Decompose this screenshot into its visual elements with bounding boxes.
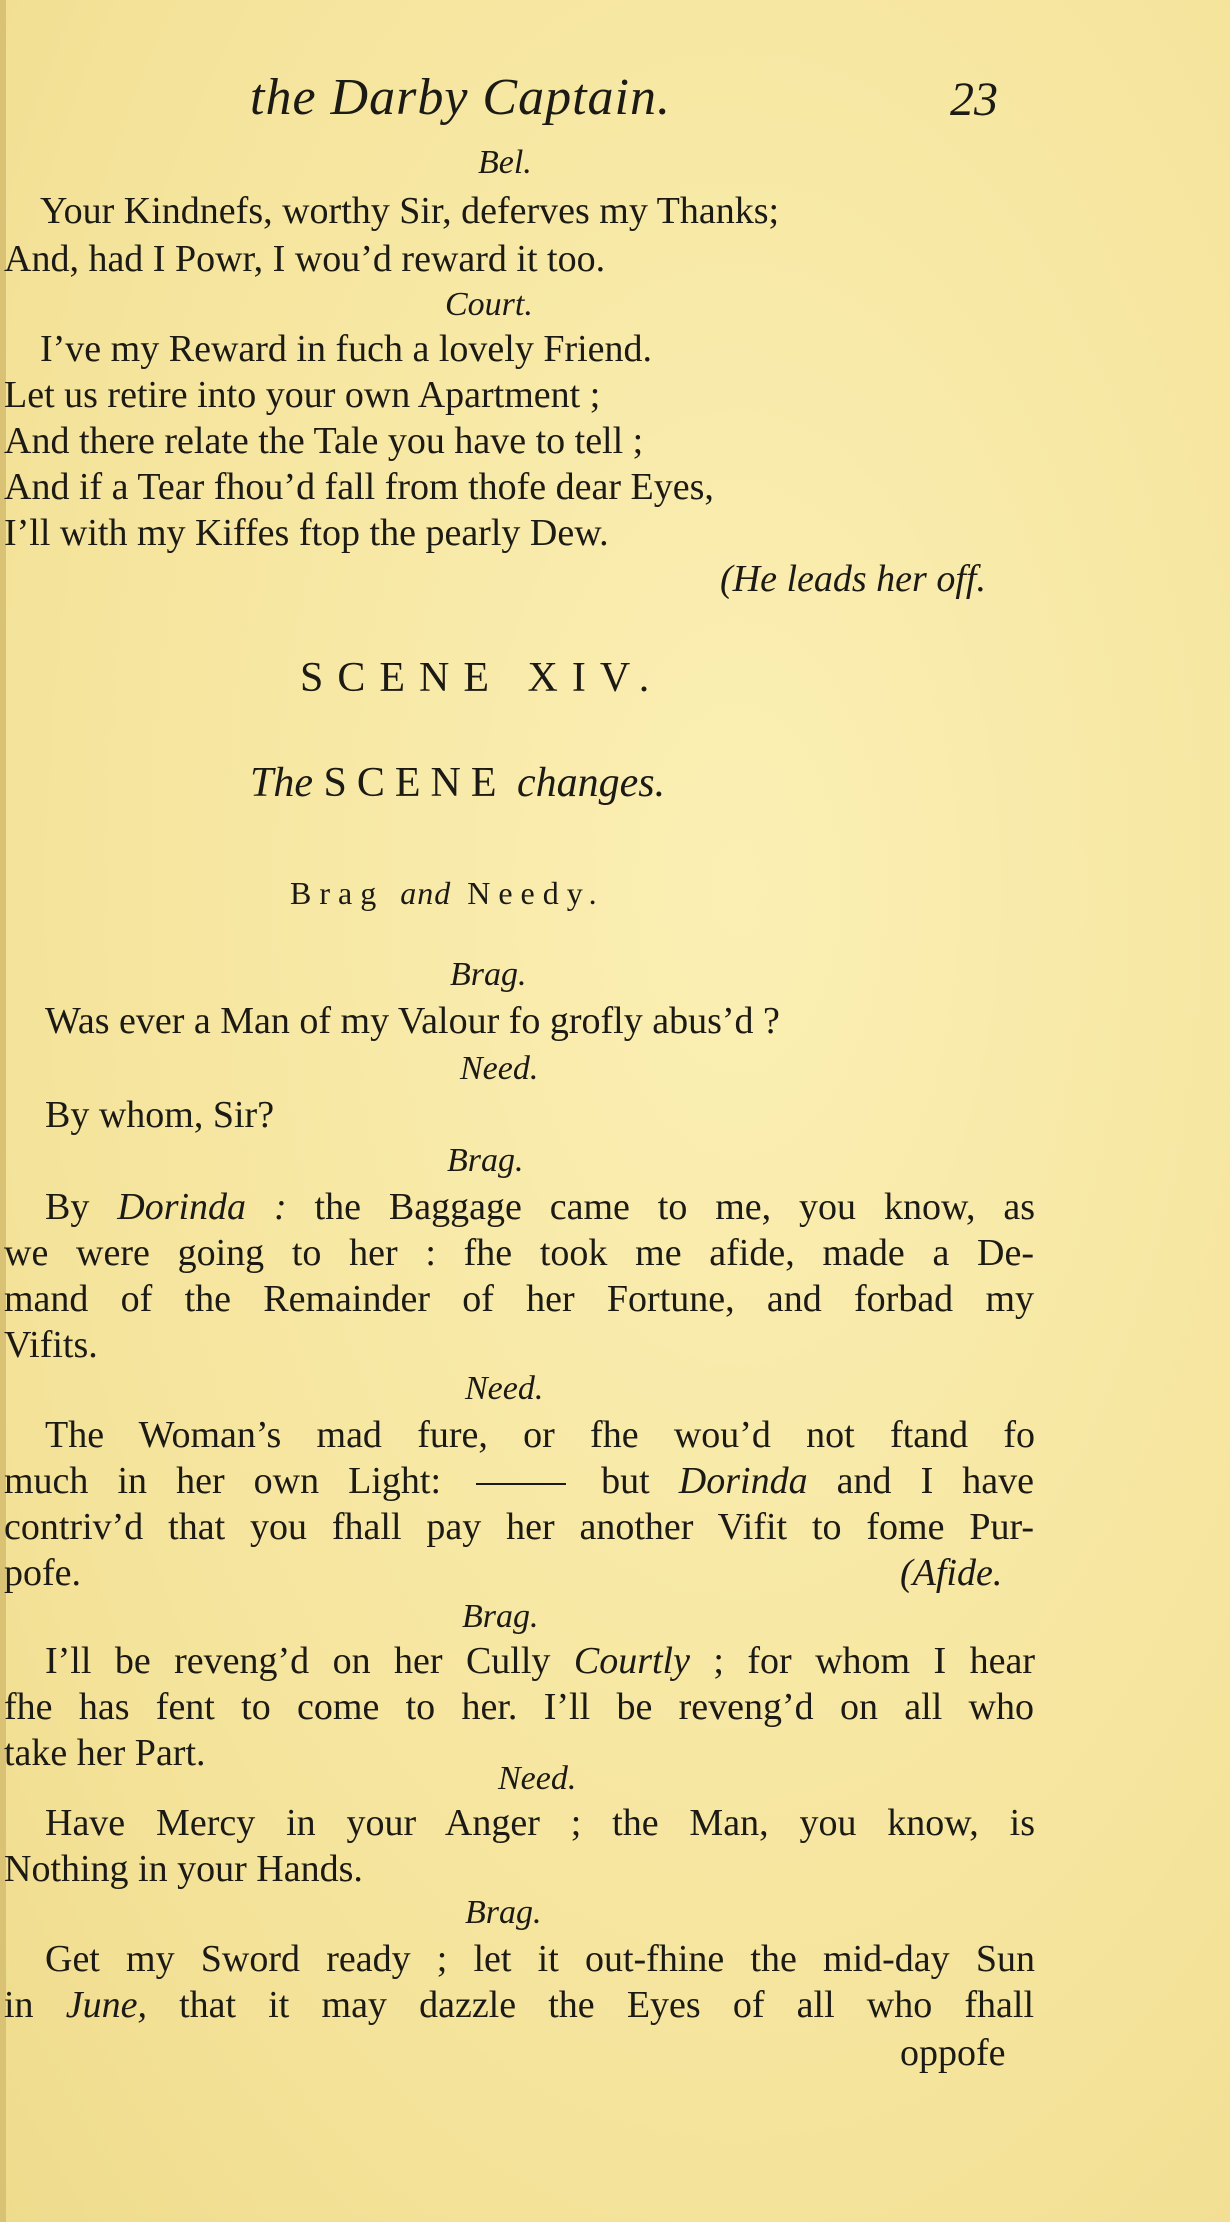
text-line: Vifits. [4, 1324, 98, 1366]
speaker-need: Need. [465, 1370, 544, 1407]
speaker-brag: Brag. [450, 956, 527, 993]
stage-direction: (Afide. [900, 1552, 1003, 1594]
text-line: I’ve my Reward in fuch a lovely Friend. [40, 328, 653, 370]
page-number: 23 [950, 73, 998, 126]
text-line: By Dorinda : the Baggage came to me, you know, as [45, 1186, 1035, 1228]
text-line: By whom, Sir? [45, 1094, 275, 1136]
characters-and: and [400, 875, 452, 911]
text-line: The Woman’s mad fure, or fhe wou’d not ftand fo [45, 1414, 1035, 1456]
text-line: Was ever a Man of my Valour fo grofly abus’d ? [45, 1000, 780, 1042]
scene-change-scene: SCENE [323, 760, 507, 806]
speaker-brag: Brag. [447, 1142, 524, 1179]
text-line: Your Kindnefs, worthy Sir, deferves my Thanks; [40, 190, 780, 232]
speaker-need: Need. [498, 1760, 577, 1797]
scene-change-the: The [250, 760, 313, 806]
text-line: And if a Tear fhou’d fall from thofe dear Eyes, [4, 466, 714, 508]
name-dorinda: Dorinda [678, 1460, 808, 1502]
speaker-brag: Brag. [465, 1894, 542, 1931]
scene-title: SCENE XIV. [300, 655, 664, 701]
text-line: in June, that it may dazzle the Eyes of all who fhall [4, 1984, 1035, 2026]
speaker-bel: Bel. [478, 144, 532, 181]
text-line: Have Mercy in your Anger ; the Man, you know, is [45, 1802, 1035, 1844]
speaker-brag: Brag. [462, 1598, 539, 1635]
scene-change-changes: changes. [517, 760, 666, 806]
text-line: And, had I Powr, I wou’d reward it too. [4, 238, 606, 280]
running-title: the Darby Captain. [250, 69, 671, 126]
name-june: June, [65, 1984, 147, 2026]
speaker-need: Need. [460, 1050, 539, 1087]
text-line: we were going to her : fhe took me afide, made a De- [4, 1232, 1034, 1274]
text-line: take her Part. [4, 1732, 206, 1774]
em-dash [476, 1483, 566, 1485]
text-line: much in her own Light: but Dorinda and I have [4, 1460, 1035, 1502]
text-line: pofe. [4, 1552, 82, 1594]
text-line: I’ll with my Kiffes ftop the pearly Dew. [4, 512, 609, 554]
text-line: mand of the Remainder of her Fortune, and forbad my [4, 1278, 1034, 1320]
characters-heading [290, 870, 605, 916]
text-line: contriv’d that you fhall pay her another Vifit to fome Pur- [4, 1506, 1034, 1548]
name-courtly: Courtly [573, 1640, 690, 1682]
text-line: And there relate the Tale you have to tell ; [4, 420, 644, 462]
text-line: Let us retire into your own Apartment ; [4, 374, 601, 416]
page-header [0, 60, 1230, 130]
text-line: Get my Sword ready ; let it out-fhine the mid-day Sun [45, 1938, 1035, 1980]
scene-change-heading [250, 760, 665, 806]
text-line: Nothing in your Hands. [4, 1848, 363, 1890]
stage-direction: (He leads her off. [720, 558, 986, 600]
character-brag: Brag [290, 875, 385, 911]
character-needy: Needy. [467, 875, 605, 911]
catchword: oppofe [900, 2032, 1006, 2074]
text-line: I’ll be reveng’d on her Cully Courtly ; for whom I hear [45, 1640, 1035, 1682]
text-line: fhe has fent to come to her. I’ll be reveng’d on all who [4, 1686, 1034, 1728]
name-dorinda: Dorinda : [117, 1186, 287, 1228]
speaker-court: Court. [445, 286, 533, 323]
